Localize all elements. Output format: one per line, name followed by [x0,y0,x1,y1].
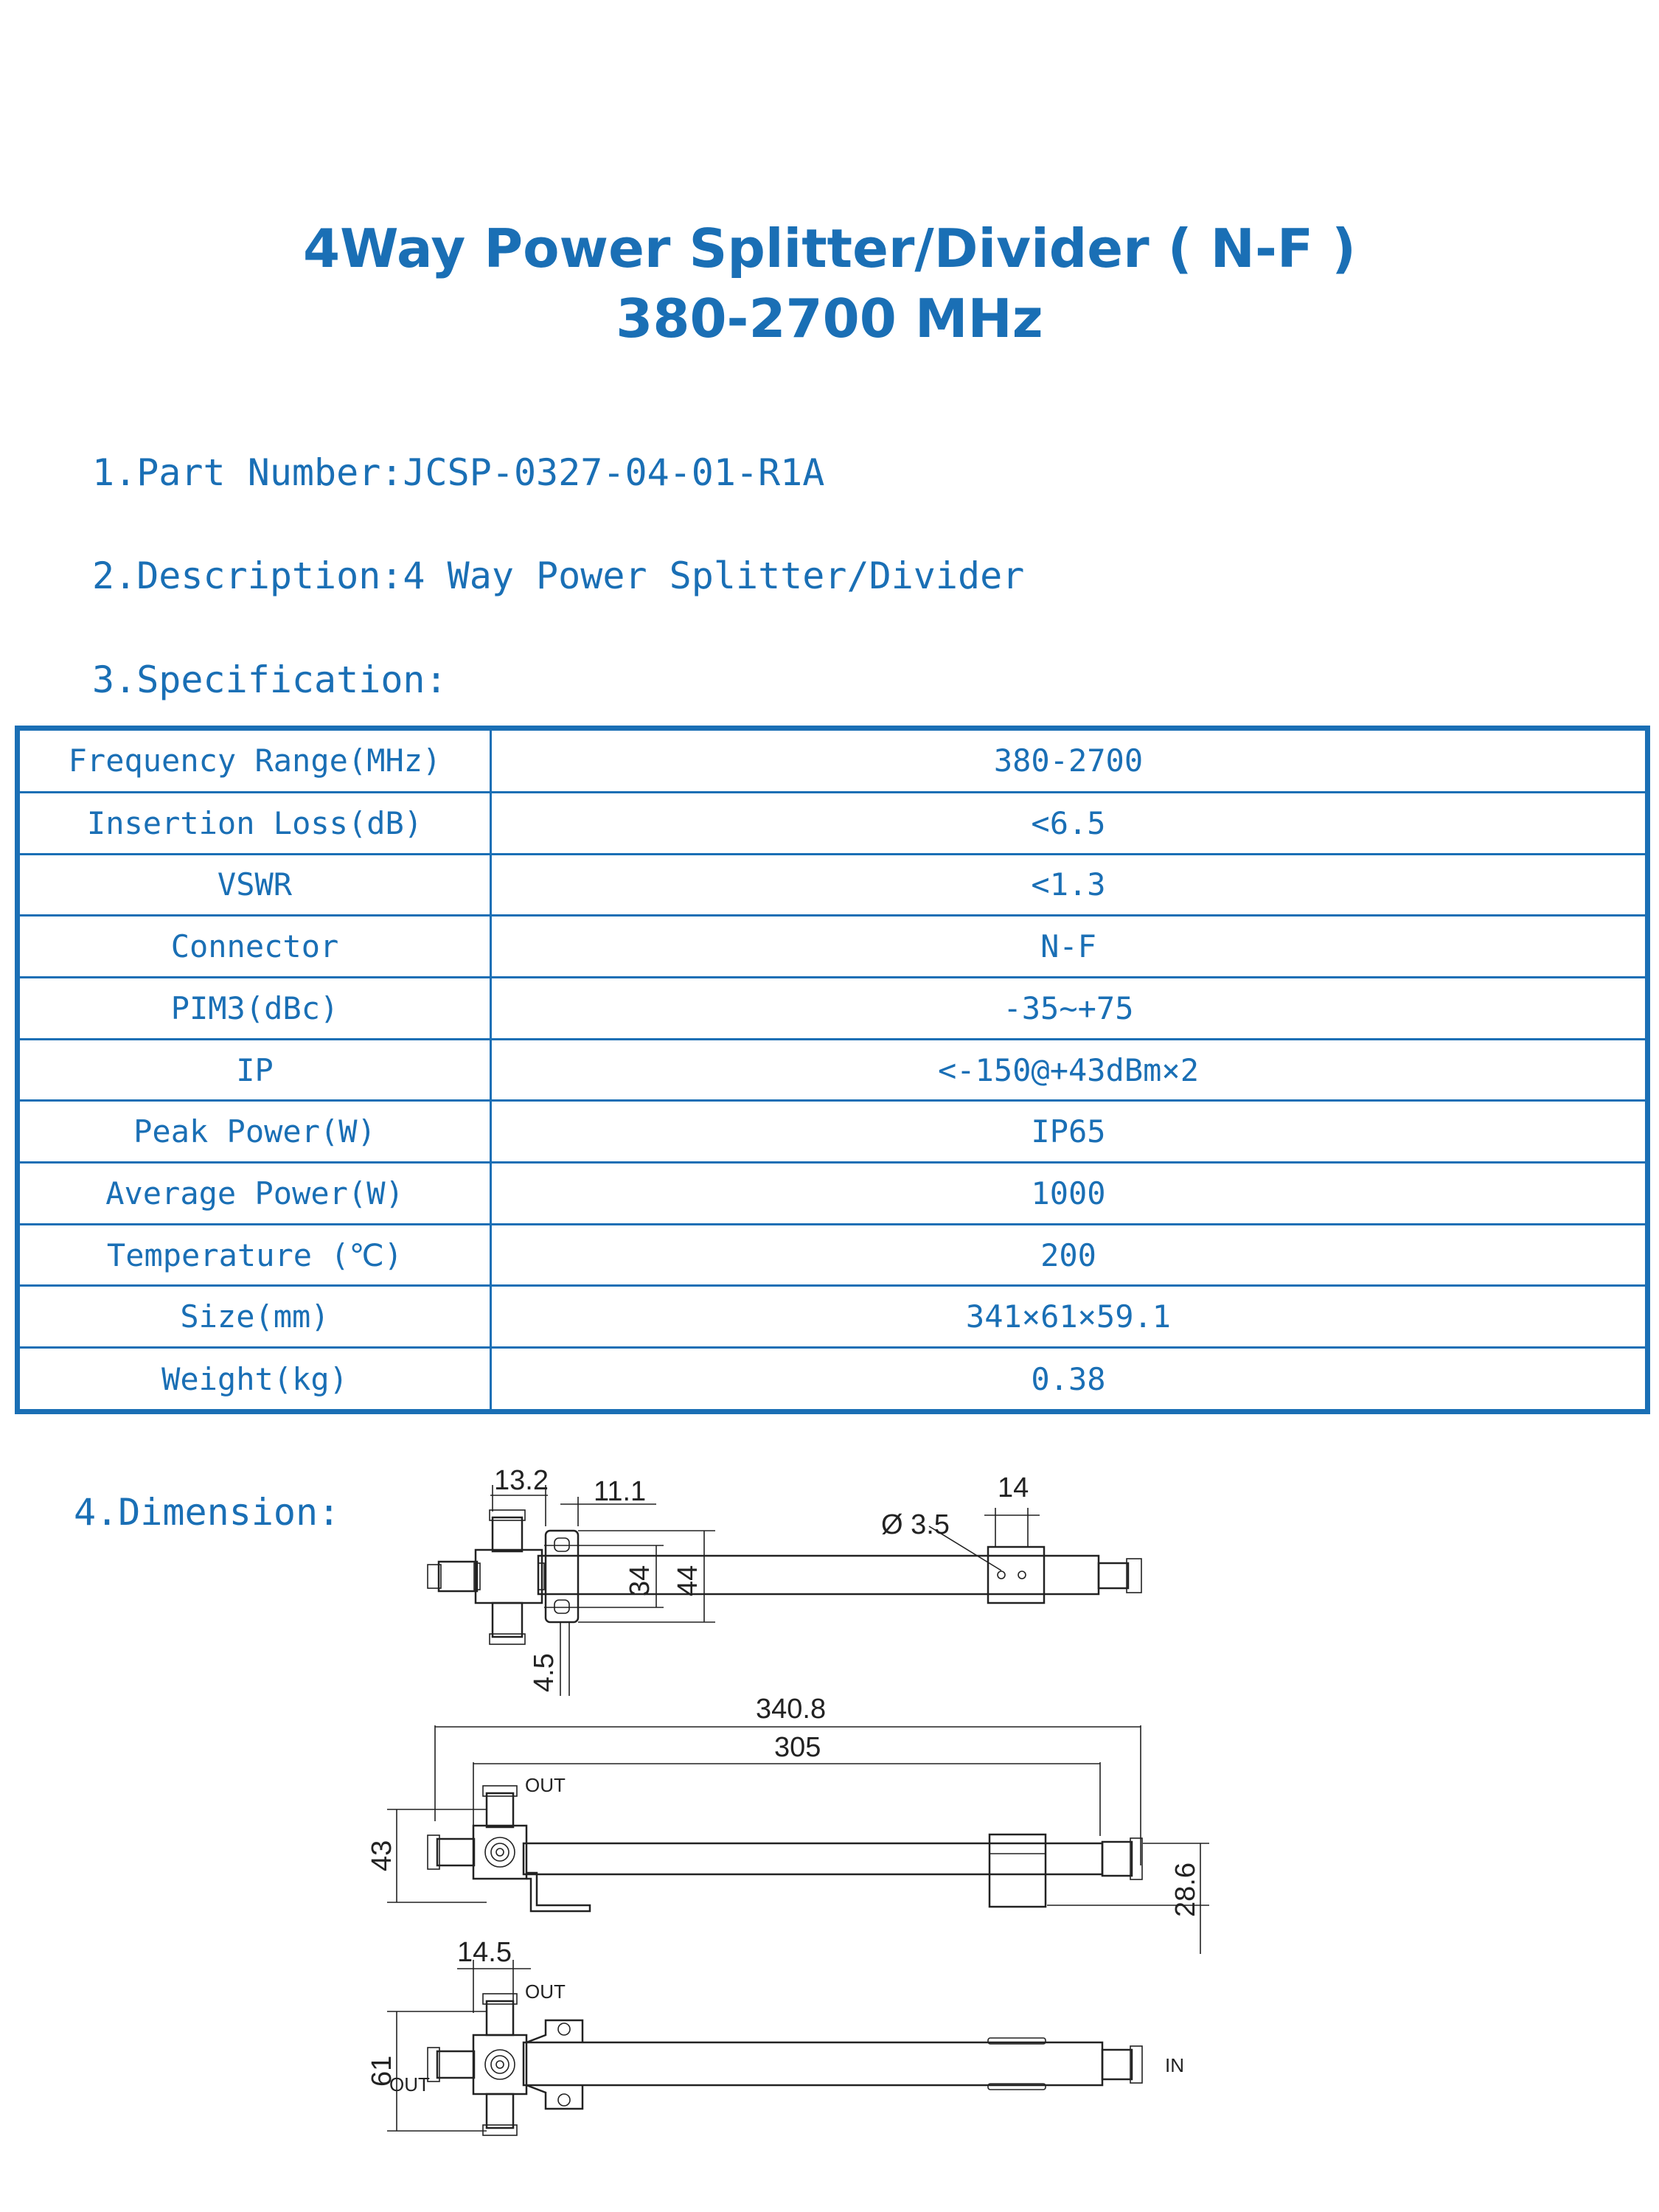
spec-param: Frequency Range(MHz) [18,728,491,793]
spec-row [18,1286,1648,1348]
part-number-heading: 1.Part Number:JCSP-0327-04-01-R1A [92,451,825,494]
spec-row [18,1348,1648,1412]
dim-43: 43 [366,1840,397,1871]
page-subtitle: 380-2700 MHz [616,288,1043,349]
spec-value: N-F [491,916,1648,978]
spec-row [18,728,1648,793]
spec-value: 1000 [491,1163,1648,1225]
spec-value: 0.38 [491,1348,1648,1412]
specification-heading: 3.Specification: [92,658,448,701]
dim-61: 61 [366,2055,397,2087]
dim-14-5: 14.5 [457,1937,512,1968]
spec-value: <-150@+43dBm×2 [491,1039,1648,1101]
dim-34: 34 [625,1565,655,1596]
dim-4-5: 4.5 [529,1653,560,1692]
spec-param: Weight(kg) [18,1348,491,1412]
spec-value: 341×61×59.1 [491,1286,1648,1348]
spec-value: <1.3 [491,854,1648,916]
top-view [428,1465,1141,1696]
spec-param: Insertion Loss(dB) [18,792,491,854]
page-title: 4Way Power Splitter/Divider ( N-F ) [303,218,1356,279]
spec-param: IP [18,1039,491,1101]
spec-row [18,854,1648,916]
front-view [366,1694,1209,1954]
spec-param: VSWR [18,854,491,916]
spec-value: 380-2700 [491,728,1648,793]
dimension-heading: 4.Dimension: [74,1491,341,1534]
spec-row [18,977,1648,1039]
spec-param: PIM3(dBc) [18,977,491,1039]
dim-hole-diameter: Ø 3.5 [881,1509,950,1540]
dim-13-2: 13.2 [494,1465,549,1496]
spec-value: IP65 [491,1101,1648,1163]
dim-14: 14 [998,1472,1029,1503]
spec-param: Peak Power(W) [18,1101,491,1163]
description-heading: 2.Description:4 Way Power Splitter/Divider [92,554,1025,597]
spec-param: Size(mm) [18,1286,491,1348]
label-out-top: OUT [525,1980,566,2003]
spec-value: 200 [491,1224,1648,1286]
dim-44: 44 [672,1565,703,1596]
spec-param: Connector [18,916,491,978]
dim-305: 305 [774,1732,821,1763]
dim-11-1: 11.1 [594,1476,647,1507]
label-out-front: OUT [525,1774,566,1796]
spec-row [18,1224,1648,1286]
spec-row [18,1039,1648,1101]
label-in: IN [1165,2054,1184,2076]
spec-param: Average Power(W) [18,1163,491,1225]
spec-table [15,726,1650,1414]
dim-28-6: 28.6 [1170,1863,1201,1917]
dim-340-8: 340.8 [756,1694,827,1725]
spec-param: Temperature (℃) [18,1224,491,1286]
spec-value: -35~+75 [491,977,1648,1039]
spec-value: <6.5 [491,792,1648,854]
spec-row [18,1101,1648,1163]
dimension-drawing [339,1453,1261,2190]
label-out-left: OUT [389,2073,430,2096]
spec-row [18,916,1648,978]
spec-row [18,792,1648,854]
spec-row [18,1163,1648,1225]
bottom-view [366,1937,1184,2135]
